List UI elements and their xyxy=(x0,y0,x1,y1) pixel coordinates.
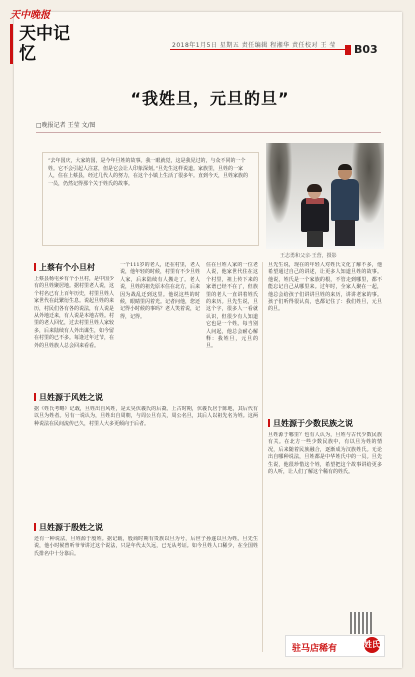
section-4-text: 旦姓源于哪里？也有人认为，旦姓与古代少数民族有关。在北方一些少数民族中，有以旦为姓的情况，后来随着民族融合，逐渐成为汉族姓氏。无论出自哪种说法，旦姓都是中华姓氏中的一员。旦先生说，他很珍惜这个姓，希望把这个故事讲给更多的人听，让人们了解这个稀有的姓氏。 xyxy=(268,432,382,476)
right-column-text: 旦先生说，现在的年轻人对姓氏文化了解不多，他希望通过自己的讲述，让更多人知道旦姓的故事。他说，姓氏是一个家族的根，不管走到哪里，都不能忘记自己从哪里来。过年时，全家人聚在一起，他总会给孩子们讲讲旦姓的来历，讲讲老家的事。孩子们听得很认真，也都记住了：我们姓旦，元旦的旦。 xyxy=(268,262,382,313)
headline: “我姓旦，元旦的旦” xyxy=(130,89,290,108)
section-heading-2: 旦姓源于风姓之说 xyxy=(34,392,103,403)
photo-woman xyxy=(301,185,329,245)
byline-rule xyxy=(36,132,381,133)
page-number-text: B03 xyxy=(354,43,378,56)
section-1-text: 上蔡县杨屯乡有个小旦村，是中国少有的旦姓聚居地。据村里老人说，这个村名已有上百年历史，村里旦姓人家世代在此繁衍生息。说起旦姓的来历，村民们各有各的说法，有人说是从外地迁来，有人说是本地古姓。村里的老人回忆，过去村里旦姓人家较多，后来陆续有人外出谋生，如今留在村里的已不多。每逢过年过节，在外的旦姓族人总会回来看看。 xyxy=(34,276,114,349)
section-heading-1: 上蔡有个小旦村 xyxy=(34,262,95,273)
page-number xyxy=(345,43,378,56)
intro-text: “去年国庆，大家的国，是今年旦姓的故事。我一眼就觉，这是我见过的，与众不同的一个姓。它不会引起人注意，但是它会让人印象深刻。”旦先生这样说道。家族里，旦姓的一家人，住在上蔡县，经过几代人的努力，在这个小镇上生活了很多年。直到今天，旦姓家族的一员，仍然记得那个关于姓氏的故事。 xyxy=(48,158,249,187)
byline: □晚报记者 王莹 文/图 xyxy=(36,122,96,129)
column-divider xyxy=(262,262,263,652)
section-title: 天中记忆 xyxy=(10,24,75,64)
date-line: 2018年1月5日 星期五 责任编辑 程湘华 责任校对 王 莹 xyxy=(172,42,336,49)
section-3-text: 还有一种说法，旦姓源于殷姓。据记载，殷商时期有贵族以旦为号，后世子孙遂以旦为姓。旦先生说，他小时候曾听爷爷讲过这个说法，只是年代太久远，已无从考证。如今旦姓人口稀少，在全国姓氏排名中十分靠后。 xyxy=(34,536,258,557)
body-column-2: 一个111岁的老人，还在村里，老人说，他年轻的时候，村里有不少旦姓人家，后来陆续有人搬走了。老人说，旦姓的祖先原本住在北方，后来因为战乱迁到这里。他说这些的时候，眼睛里闪着光。记者问他，您还记得小时候的事吗？老人笑着说，记得，记得。 xyxy=(120,262,200,320)
section-heading-3: 旦姓源于殷姓之说 xyxy=(34,522,103,533)
photo-caption: 王志勇和父亲·王营，摄影 xyxy=(280,253,337,259)
page-number-marker xyxy=(345,45,351,55)
photo-man xyxy=(330,165,360,245)
header-rule xyxy=(170,49,350,50)
photo-tree-left xyxy=(266,143,292,223)
newspaper-logo: 天中晚报 xyxy=(10,10,50,21)
section-2-text: 据《姓氏考略》记载，旦姓出自风姓，是太昊伏羲氏的后裔。上古时期，伏羲氏居于陈地，其后代有以旦为姓者。另有一说认为，旦姓出自周朝，与周公旦有关，周公名旦，其后人以祖先名为姓。这两种说法在民间流传已久，村里人大多更倾向于后者。 xyxy=(34,406,258,427)
advert-badge: 姓氏 xyxy=(364,637,380,653)
family-photo xyxy=(266,143,384,249)
advert-box xyxy=(285,635,385,657)
section-heading-4: 旦姓源于少数民族之说 xyxy=(268,418,353,429)
qr-code xyxy=(350,612,372,634)
advert-text: 驻马店稀有 xyxy=(292,644,338,654)
body-column-3: 住在旦姓人家的一位老人说，他家世代住在这个村里，祖上传下来的家谱已经不在了，但族里的老人一直讲着姓氏的来历。旦先生说，旦这个字，很多人一看就认识，但很少有人知道它也是一个姓。每当别人问起，他总会耐心解释：我姓旦，元旦的旦。 xyxy=(206,262,258,350)
